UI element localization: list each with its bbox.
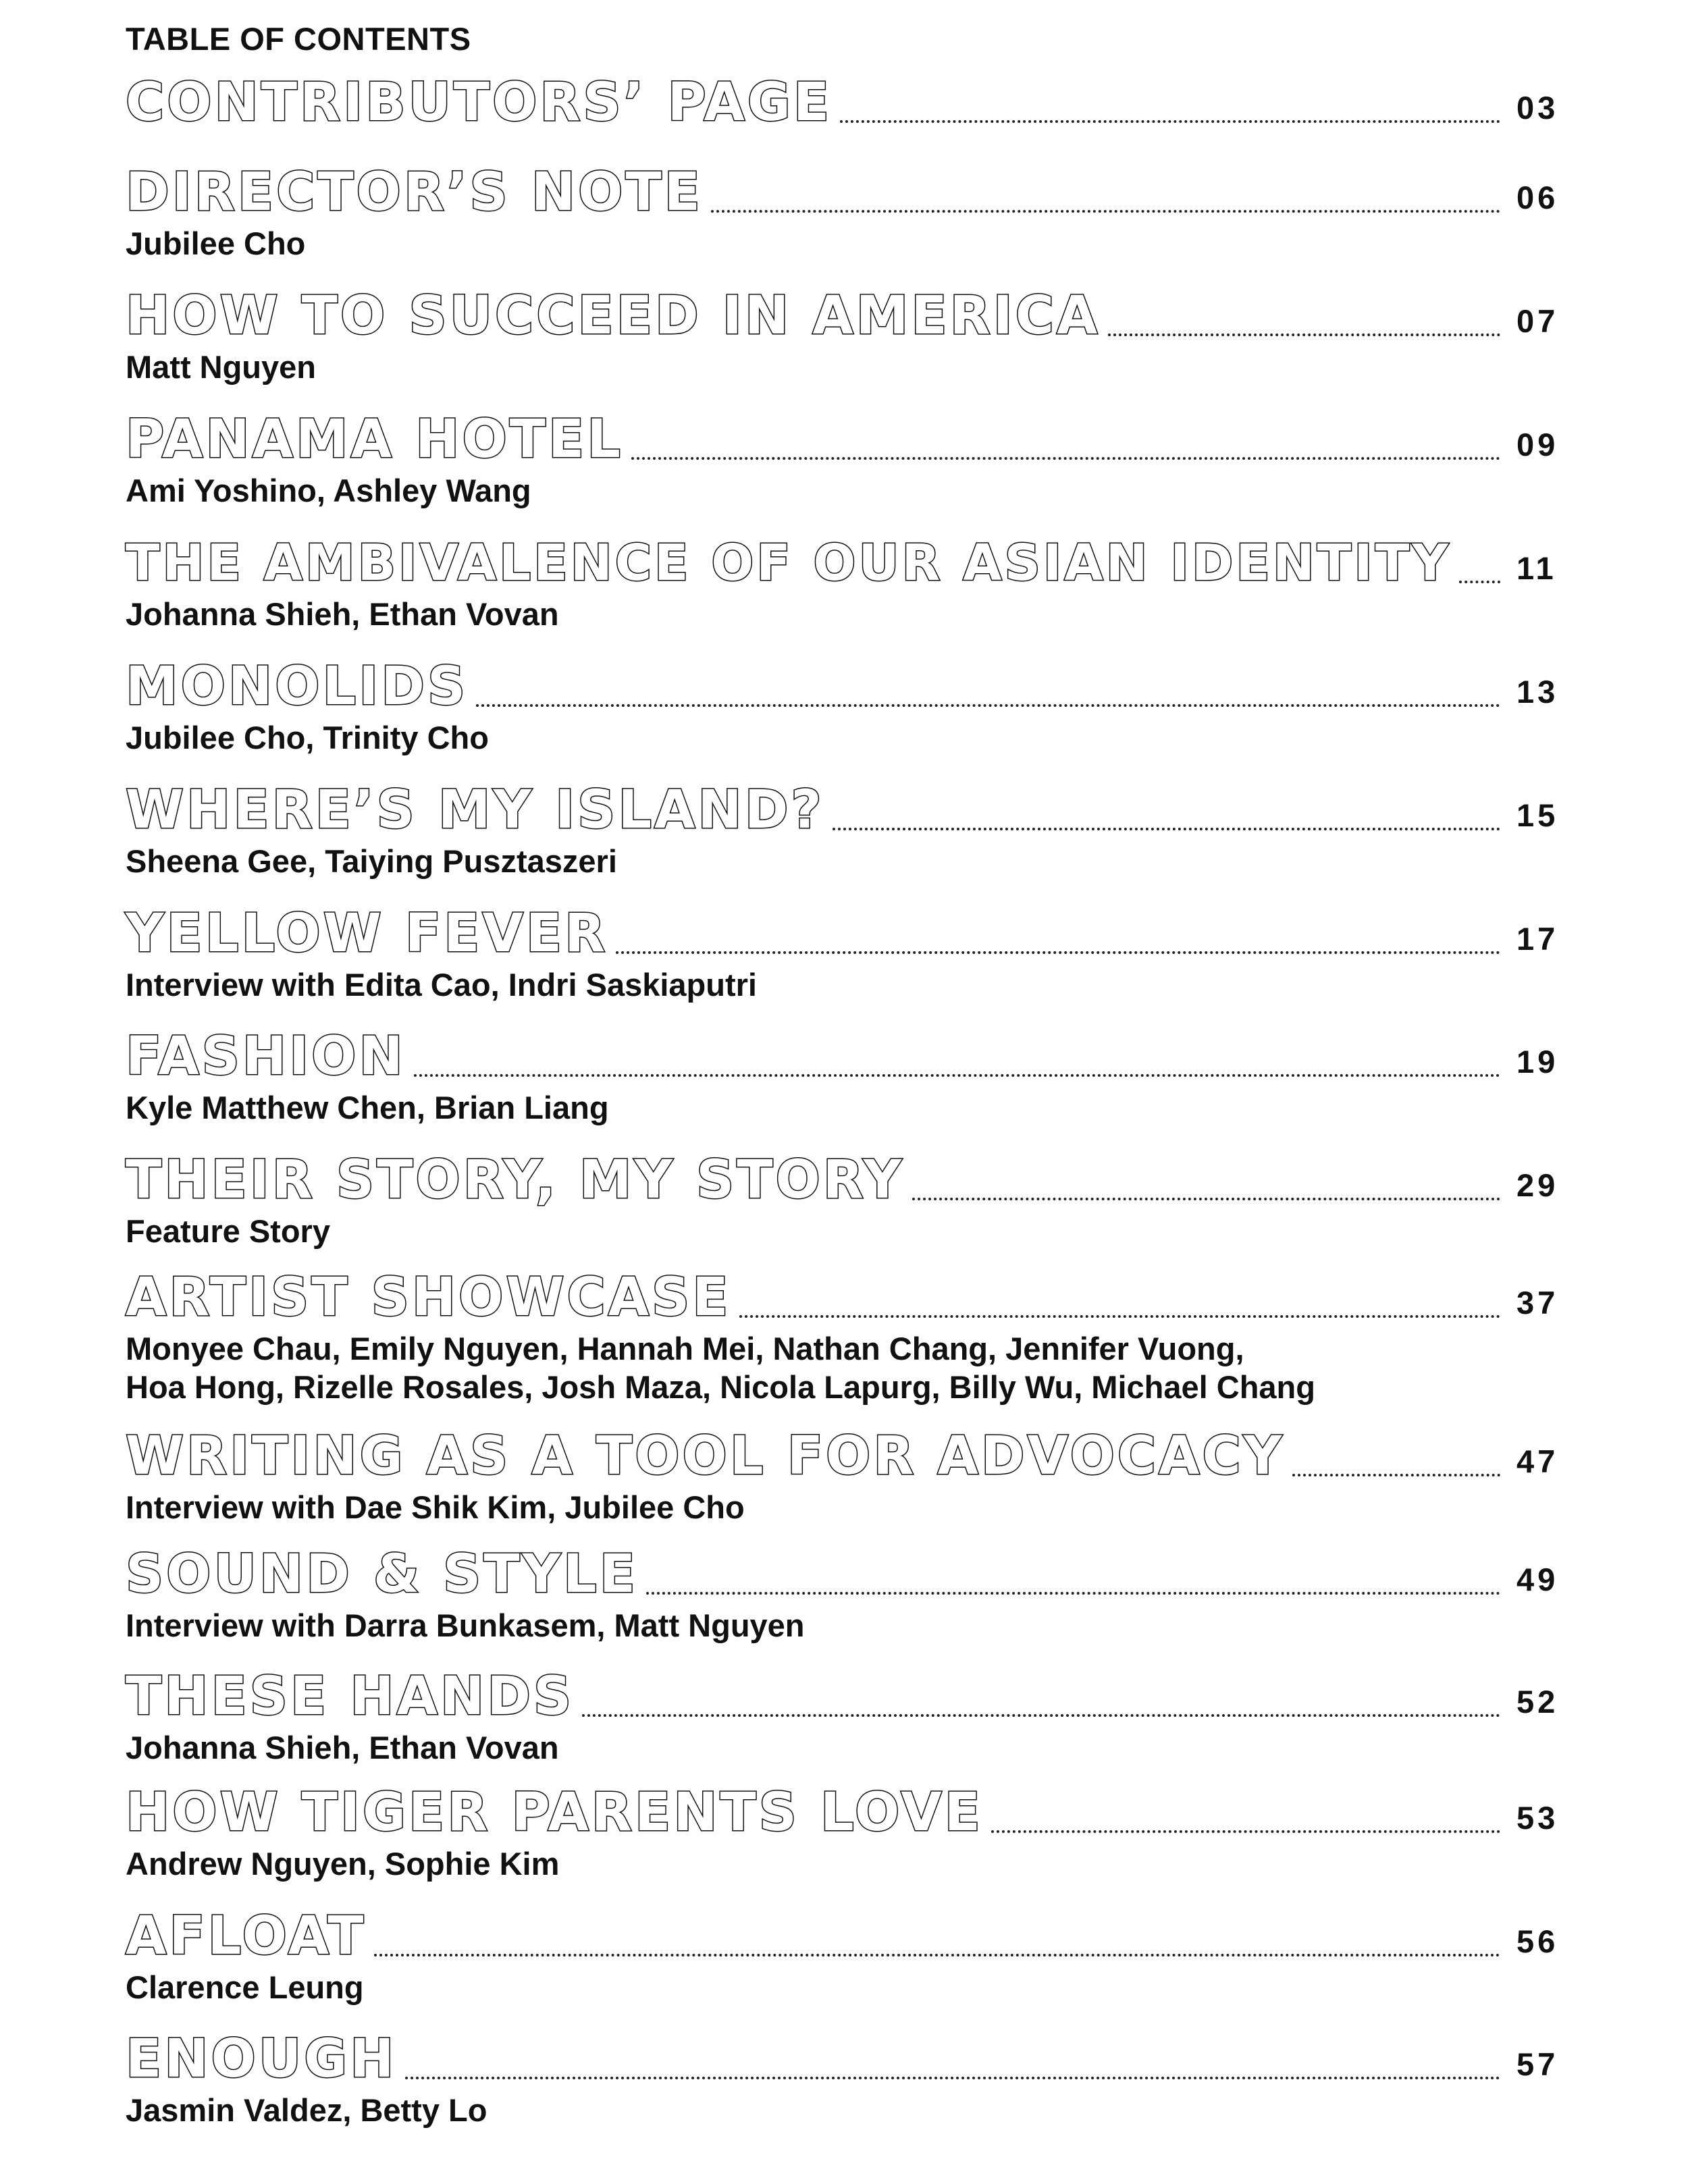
toc-entry-title[interactable]: WRITING AS A TOOL FOR ADVOCACY <box>126 1426 1285 1487</box>
toc-entry[interactable] <box>126 531 1569 634</box>
dot-leader <box>1459 581 1500 583</box>
table-of-contents-page <box>126 0 1569 2184</box>
toc-entry-contributors: Clarence Leung <box>126 1969 364 2005</box>
dot-leader <box>711 210 1500 213</box>
toc-entry-contributors: Interview with Dae Shik Kim, Jubilee Cho <box>126 1489 745 1525</box>
page-title: TABLE OF CONTENTS <box>126 21 471 57</box>
toc-entry-contributors: Matt Nguyen <box>126 349 316 385</box>
dot-leader <box>1292 1474 1500 1476</box>
toc-entry-contributors: Interview with Darra Bunkasem, Matt Nguyen <box>126 1607 805 1643</box>
toc-entry[interactable] <box>126 1148 1569 1251</box>
toc-entry-contributors: Jubilee Cho <box>126 225 306 261</box>
toc-page-number[interactable]: 03 <box>1516 90 1559 126</box>
toc-title-row <box>126 1542 1569 1607</box>
toc-entry[interactable] <box>126 901 1569 1005</box>
toc-entry-title[interactable]: SOUND & STYLE <box>126 1544 639 1605</box>
toc-page-number[interactable]: 47 <box>1516 1443 1559 1479</box>
toc-entry[interactable] <box>126 1024 1569 1127</box>
dot-leader <box>739 1315 1500 1318</box>
toc-page-number[interactable]: 49 <box>1516 1562 1559 1597</box>
toc-title-row <box>126 1424 1569 1489</box>
toc-page-number[interactable]: 13 <box>1516 674 1559 710</box>
dot-leader <box>374 1954 1500 1956</box>
toc-entry[interactable] <box>126 778 1569 881</box>
toc-entry-contributors: Sheena Gee, Taiying Pusztaszeri <box>126 843 617 879</box>
dot-leader <box>840 120 1500 123</box>
toc-entry-contributors: Johanna Shieh, Ethan Vovan <box>126 596 559 632</box>
dot-leader <box>912 1198 1500 1200</box>
toc-page-number[interactable]: 53 <box>1516 1800 1559 1836</box>
toc-page-number[interactable]: 37 <box>1516 1285 1559 1321</box>
dot-leader <box>1108 334 1500 336</box>
toc-title-row <box>126 1664 1569 1729</box>
toc-entry[interactable] <box>126 1542 1569 1645</box>
toc-entry[interactable] <box>126 70 1569 135</box>
toc-entry-contributors: Kyle Matthew Chen, Brian Liang <box>126 1090 609 1125</box>
toc-page-number[interactable]: 06 <box>1516 180 1559 215</box>
dot-leader <box>616 951 1500 954</box>
toc-title-row <box>126 2027 1569 2092</box>
toc-entry-title[interactable]: DIRECTOR’S NOTE <box>126 162 703 223</box>
toc-entry-title[interactable]: YELLOW FEVER <box>126 903 608 964</box>
toc-entry-title[interactable]: ARTIST SHOWCASE <box>126 1267 731 1328</box>
toc-entry[interactable] <box>126 2027 1569 2130</box>
toc-entry[interactable] <box>126 654 1569 757</box>
toc-title-row <box>126 407 1569 472</box>
toc-entry-contributors: Ami Yoshino, Ashley Wang <box>126 473 531 508</box>
toc-entry[interactable] <box>126 1265 1569 1407</box>
dot-leader <box>582 1714 1500 1717</box>
toc-entry-contributors: Jubilee Cho, Trinity Cho <box>126 720 489 755</box>
toc-page-number[interactable]: 15 <box>1516 797 1559 833</box>
toc-entry[interactable] <box>126 1904 1569 2007</box>
toc-title-row <box>126 160 1569 225</box>
toc-entry-title[interactable]: HOW TO SUCCEED IN AMERICA <box>126 286 1101 346</box>
toc-page-number[interactable]: 52 <box>1516 1684 1559 1720</box>
toc-page-number[interactable]: 09 <box>1516 427 1559 462</box>
toc-page-number[interactable]: 07 <box>1516 303 1559 339</box>
dot-leader <box>631 457 1500 460</box>
toc-title-row <box>126 901 1569 966</box>
toc-page-number[interactable]: 56 <box>1516 1923 1559 1959</box>
toc-title-row <box>126 284 1569 348</box>
toc-entry-title[interactable]: MONOLIDS <box>126 656 469 717</box>
toc-entry-title[interactable]: ENOUGH <box>126 2029 397 2089</box>
toc-entry-title[interactable]: THESE HANDS <box>126 1666 575 1727</box>
toc-entry-title[interactable]: CONTRIBUTORS’ PAGE <box>126 72 833 133</box>
toc-entry-contributors-line-2: Hoa Hong, Rizelle Rosales, Josh Maza, Nicola Lapurg, Billy Wu, Michael Chang <box>126 1369 1315 1405</box>
toc-title-row <box>126 70 1569 135</box>
dot-leader <box>405 2077 1500 2079</box>
toc-entry[interactable] <box>126 1780 1569 1884</box>
toc-entry[interactable] <box>126 284 1569 387</box>
toc-entry-title[interactable]: THE AMBIVALENCE OF OUR ASIAN IDENTITY <box>126 534 1451 592</box>
toc-entry-contributors: Feature Story <box>126 1213 330 1249</box>
toc-entry[interactable] <box>126 407 1569 510</box>
toc-title-row <box>126 1148 1569 1213</box>
toc-entry-contributors: Monyee Chau, Emily Nguyen, Hannah Mei, Nathan Chang, Jennifer Vuong, <box>126 1331 1244 1366</box>
toc-entry-contributors: Johanna Shieh, Ethan Vovan <box>126 1730 559 1765</box>
toc-entry-contributors: Interview with Edita Cao, Indri Saskiaputri <box>126 967 757 1003</box>
toc-entry-title[interactable]: THEIR STORY, MY STORY <box>126 1150 905 1210</box>
dot-leader <box>991 1830 1500 1833</box>
toc-page-number[interactable]: 19 <box>1516 1044 1559 1080</box>
dot-leader <box>646 1592 1500 1595</box>
toc-title-row <box>126 778 1569 843</box>
dot-leader <box>414 1074 1500 1077</box>
toc-entry-contributors: Andrew Nguyen, Sophie Kim <box>126 1846 560 1882</box>
toc-entry[interactable] <box>126 1424 1569 1527</box>
toc-title-row <box>126 1780 1569 1845</box>
toc-title-row <box>126 1904 1569 1969</box>
toc-title-row <box>126 1265 1569 1330</box>
toc-title-row <box>126 531 1569 595</box>
toc-page-number[interactable]: 11 <box>1516 550 1557 586</box>
toc-entry[interactable] <box>126 160 1569 263</box>
toc-title-row <box>126 1024 1569 1089</box>
toc-entry-title[interactable]: FASHION <box>126 1026 406 1087</box>
toc-entry-title[interactable]: HOW TIGER PARENTS LOVE <box>126 1782 983 1843</box>
toc-page-number[interactable]: 29 <box>1516 1167 1559 1203</box>
toc-title-row <box>126 654 1569 719</box>
toc-entry-title[interactable]: PANAMA HOTEL <box>126 409 623 470</box>
toc-entry-contributors: Jasmin Valdez, Betty Lo <box>126 2092 487 2128</box>
toc-entry[interactable] <box>126 1664 1569 1767</box>
toc-entry-title[interactable]: AFLOAT <box>126 1906 367 1967</box>
toc-page-number[interactable]: 57 <box>1516 2046 1559 2082</box>
toc-page-number[interactable]: 17 <box>1516 921 1559 957</box>
dot-leader <box>476 704 1500 707</box>
dot-leader <box>833 828 1500 830</box>
toc-entry-title[interactable]: WHERE’S MY ISLAND? <box>126 780 824 841</box>
